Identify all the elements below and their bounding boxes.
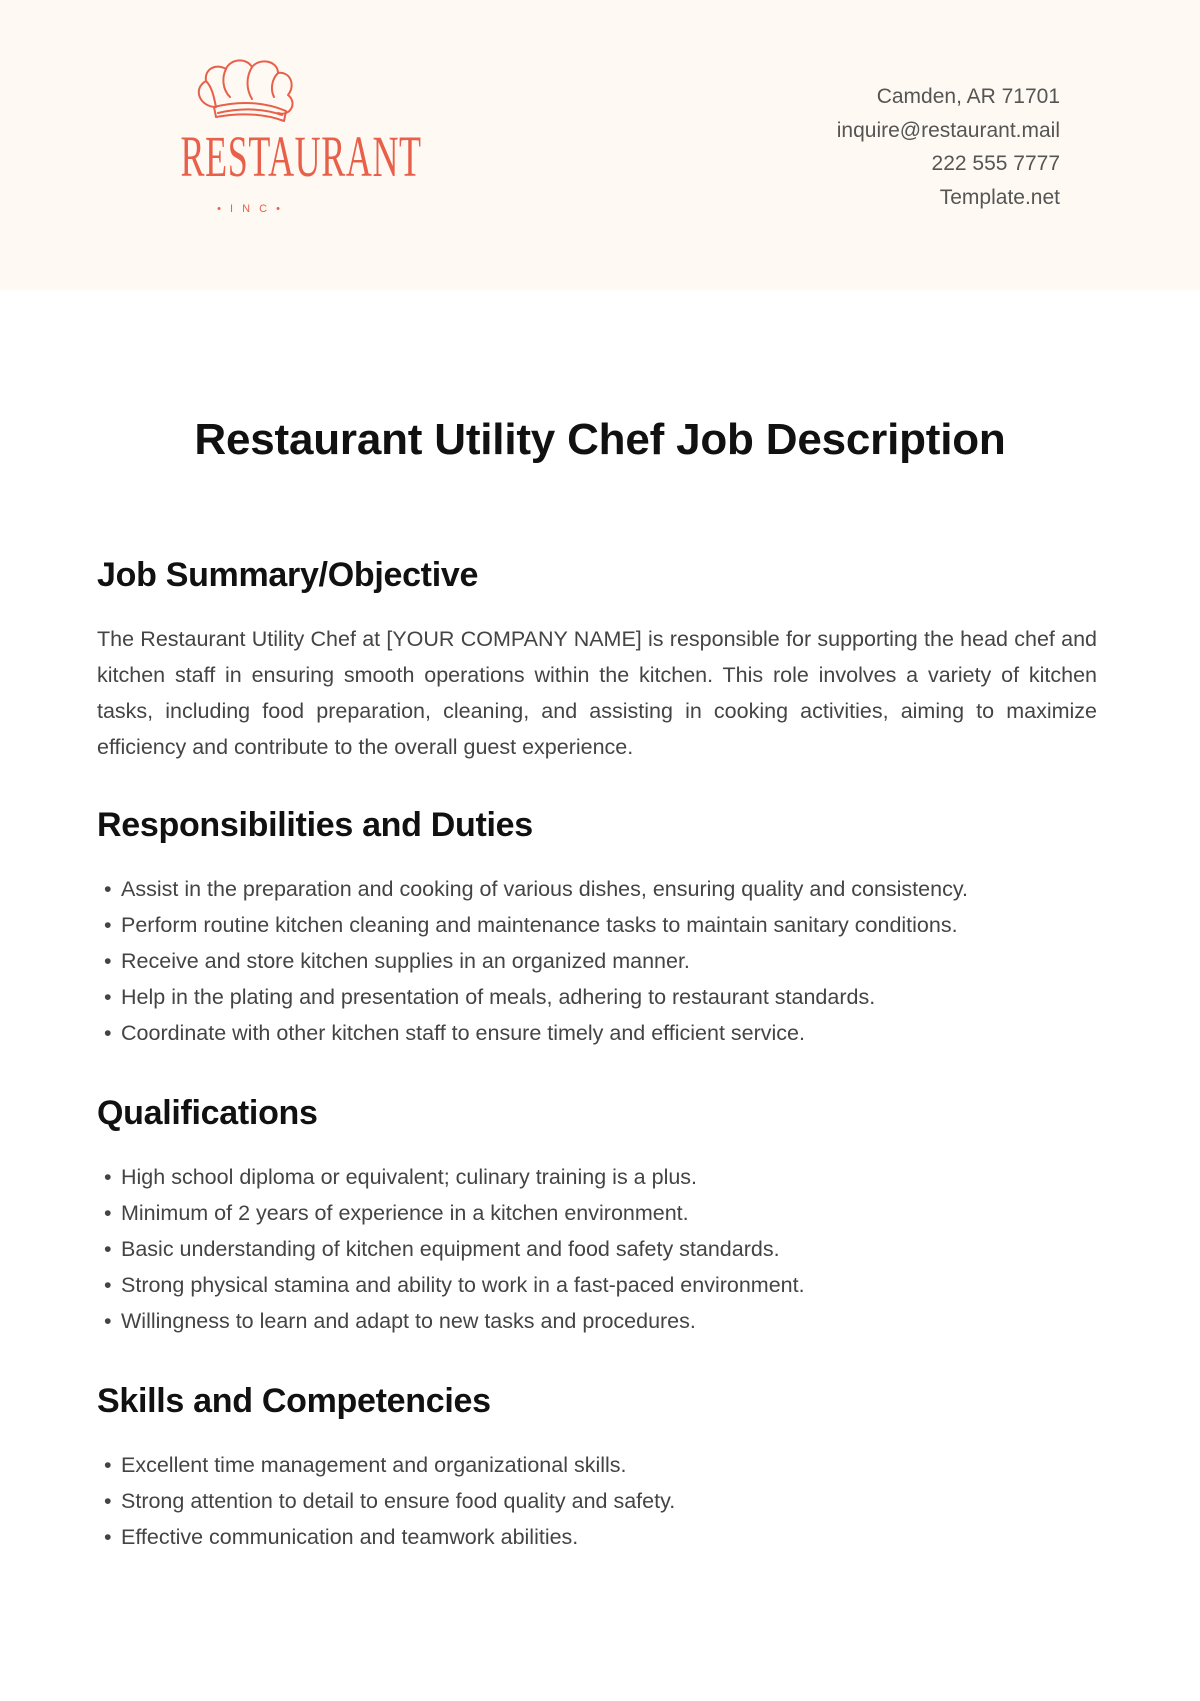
list-item: • Coordinate with other kitchen staff to ensure timely and efficient service. — [97, 1015, 1073, 1051]
list-item: • Strong physical stamina and ability to work in a fast-paced environment. — [97, 1267, 1073, 1303]
list-item: • Basic understanding of kitchen equipment and food safety standards. — [97, 1231, 1073, 1267]
contact-block — [837, 80, 1060, 214]
phone: 222 555 7777 — [931, 152, 1060, 175]
bullet-icon: • — [104, 1273, 112, 1297]
section-heading: Responsibilities and Duties — [97, 806, 533, 844]
bullet-icon: • — [104, 1237, 112, 1261]
letterhead — [0, 0, 1200, 290]
website: Template.net — [939, 185, 1060, 209]
list-item: • Excellent time management and organizational skills. — [97, 1447, 1073, 1483]
logo-subtitle: • I N C • — [217, 203, 283, 215]
bullet-icon: • — [104, 949, 112, 973]
section-heading: Skills and Competencies — [97, 1382, 491, 1420]
list-item: • Perform routine kitchen cleaning and maintenance tasks to maintain sanitary conditions. — [97, 907, 1073, 943]
bullet-icon: • — [104, 877, 112, 901]
bullet-icon: • — [104, 1525, 112, 1549]
section-skills — [97, 1381, 1097, 1555]
email: inquire@restaurant.mail — [836, 118, 1060, 142]
logo-wordmark: RESTAURANT — [180, 124, 422, 189]
section-qualifications — [97, 1093, 1097, 1339]
skills-list — [97, 1447, 1073, 1555]
address: Camden, AR 71701 — [876, 85, 1060, 108]
section-heading: Job Summary/Objective — [97, 556, 479, 594]
section-responsibilities — [97, 805, 1097, 1051]
bullet-icon: • — [104, 913, 112, 937]
qualifications-list — [97, 1159, 1073, 1339]
list-item: • Receive and store kitchen supplies in an organized manner. — [97, 943, 1073, 979]
list-item: • High school diploma or equivalent; culinary training is a plus. — [97, 1159, 1073, 1195]
list-item: • Assist in the preparation and cooking of various dishes, ensuring quality and consistency. — [97, 871, 1073, 907]
section-heading: Qualifications — [97, 1094, 318, 1132]
bullet-icon: • — [104, 985, 112, 1009]
bullet-icon: • — [104, 1309, 112, 1333]
list-item: • Help in the plating and presentation of meals, adhering to restaurant standards. — [97, 979, 1073, 1015]
restaurant-logo — [138, 55, 422, 235]
list-item: • Minimum of 2 years of experience in a kitchen environment. — [97, 1195, 1073, 1231]
bullet-icon: • — [104, 1489, 112, 1513]
section-paragraph: The Restaurant Utility Chef at [YOUR COMPANY NAME] is responsible for supporting the head chef and kitchen staff in ensuring smooth operations within the kitchen. This role involves a variety of kitchen tasks, including food preparation, cleaning, and assisting in cooking activities, aiming to maximize efficiency and contribute to the overall guest experience. — [97, 627, 1097, 759]
list-item: • Willingness to learn and adapt to new tasks and procedures. — [97, 1303, 1073, 1339]
list-item: • Strong attention to detail to ensure food quality and safety. — [97, 1483, 1073, 1519]
bullet-icon: • — [104, 1165, 112, 1189]
list-item: • Effective communication and teamwork abilities. — [97, 1519, 1073, 1555]
section-job-summary — [97, 555, 1097, 765]
responsibilities-list — [97, 871, 1073, 1051]
bullet-icon: • — [104, 1021, 112, 1045]
document-title: Restaurant Utility Chef Job Description — [194, 415, 1006, 464]
bullet-icon: • — [104, 1453, 112, 1477]
document-body — [97, 555, 1097, 1597]
bullet-icon: • — [104, 1201, 112, 1225]
